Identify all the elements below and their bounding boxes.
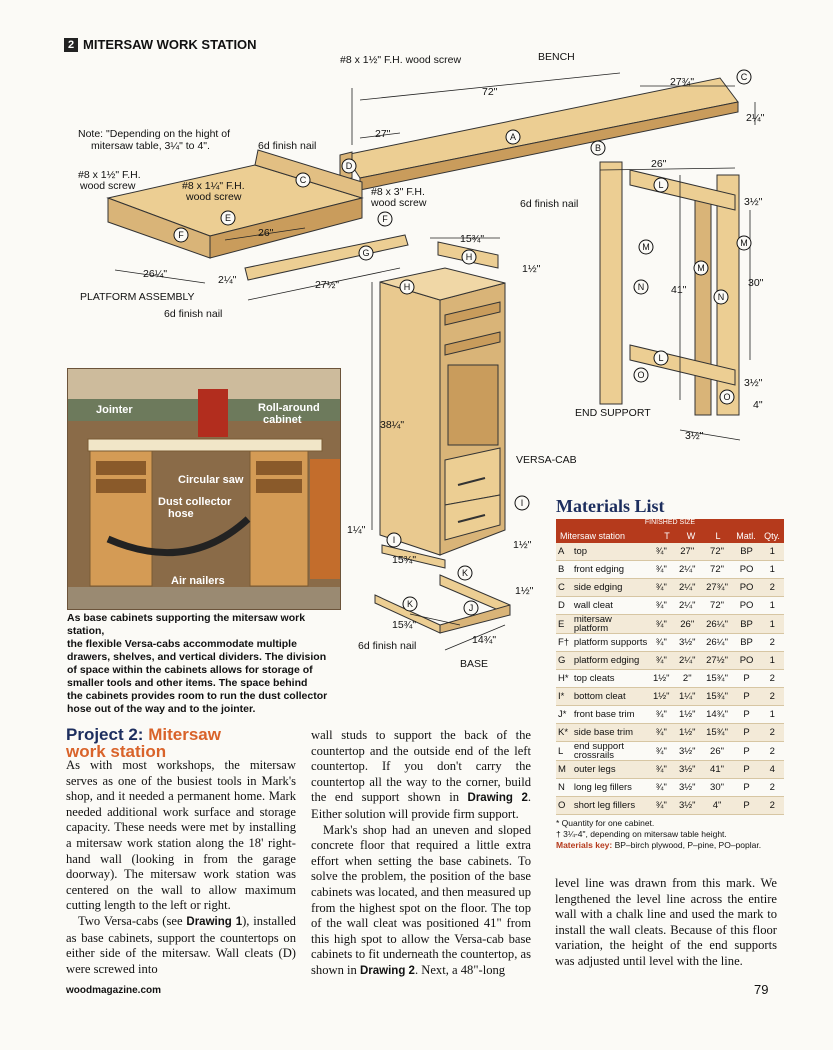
- cell-l: 15¾": [702, 724, 733, 742]
- cell-name: bottom cleat: [572, 688, 650, 706]
- materials-row: [556, 724, 784, 742]
- cell-name: short leg fillers: [572, 797, 650, 815]
- cell-name: top: [572, 543, 650, 561]
- cell-t: ¾": [650, 742, 673, 761]
- cell-l: 26": [702, 742, 733, 761]
- label-platform-assembly: PLATFORM ASSEMBLY: [80, 291, 195, 303]
- cell-matl: P: [733, 761, 761, 779]
- part-label-l-1: L: [658, 180, 664, 190]
- cell-qty: 2: [761, 724, 784, 742]
- title-project: Project 2:: [66, 725, 149, 744]
- part-label-h-2: H: [403, 282, 411, 292]
- cell-matl: PO: [733, 561, 761, 579]
- dim-4: 4": [753, 399, 763, 411]
- part-label-m-1: M: [642, 242, 650, 252]
- cell-qty: 2: [761, 579, 784, 597]
- dim-15-3q-top: 15¾": [460, 233, 485, 245]
- cell-t: ¾": [650, 761, 673, 779]
- dim-30: 30": [748, 277, 764, 289]
- part-label-c-bench: C: [740, 72, 748, 82]
- cell-qty: 2: [761, 634, 784, 652]
- cell-qty: 2: [761, 797, 784, 815]
- label-screw-left-1: #8 x 1½" F.H.: [78, 169, 141, 181]
- cell-qty: 1: [761, 652, 784, 670]
- materials-row: [556, 779, 784, 797]
- cell-name: end support crossrails: [572, 742, 650, 761]
- cell-t: ¾": [650, 597, 673, 615]
- part-label-b: B: [594, 143, 602, 153]
- text-column-1: [66, 758, 296, 977]
- paragraph: level line was drawn from this mark. We lengthened the level line across the entire wall with a chalk line and used the mark to install the wall cleats. Because of this floor variation, the height of the end supports was adjusted until level with the line.: [555, 876, 777, 968]
- cell-qty: 1: [761, 543, 784, 561]
- cell-qty: 1: [761, 706, 784, 724]
- dim-1-1h-base2: 1½": [515, 585, 534, 597]
- part-label-m-2: M: [697, 263, 705, 273]
- materials-row: [556, 561, 784, 579]
- caption-line: the flexible Versa-cabs accommodate multiple: [67, 638, 297, 650]
- cell-t: 1½": [650, 688, 673, 706]
- note-quantity: * Quantity for one cabinet.: [556, 818, 655, 828]
- cell-part: C: [556, 579, 572, 597]
- cell-t: ¾": [650, 634, 673, 652]
- cell-name: platform edging: [572, 652, 650, 670]
- header-station: Mitersaw station: [560, 530, 626, 541]
- dim-1-1h-base1: 1½": [513, 539, 532, 551]
- cell-name: outer legs: [572, 761, 650, 779]
- cell-matl: P: [733, 670, 761, 688]
- header-matl: Matl.: [736, 530, 756, 541]
- cell-part: J*: [556, 706, 572, 724]
- part-label-f-1: F: [178, 230, 184, 240]
- cell-w: 2¼": [673, 597, 702, 615]
- label-base: BASE: [460, 658, 489, 670]
- dim-26-end: 26": [651, 158, 667, 170]
- cell-matl: P: [733, 724, 761, 742]
- label-finish-nail-top: 6d finish nail: [258, 140, 317, 152]
- cell-w: 3½": [673, 779, 702, 797]
- cell-qty: 2: [761, 779, 784, 797]
- part-label-a: A: [509, 132, 517, 142]
- label-finish-nail-bench: 6d finish nail: [520, 198, 579, 210]
- materials-row: [556, 706, 784, 724]
- cell-t: ¾": [650, 579, 673, 597]
- drawing-note-line1: Note: "Depending on the hight of: [78, 128, 231, 140]
- cell-matl: BP: [733, 634, 761, 652]
- cell-l: 15¾": [702, 670, 733, 688]
- section-number: 2: [64, 38, 78, 52]
- cell-part: F†: [556, 634, 572, 652]
- part-label-i-2: I: [392, 535, 396, 545]
- materials-row: [556, 797, 784, 815]
- dim-41: 41": [671, 284, 687, 296]
- dim-1-1q: 1¼": [347, 524, 366, 536]
- cell-t: ¾": [650, 561, 673, 579]
- callout-rollaround-1: Roll-around: [258, 402, 320, 414]
- cell-name: long leg fillers: [572, 779, 650, 797]
- part-label-d: D: [345, 161, 353, 171]
- label-screw-mid-1: #8 x 1¼" F.H.: [182, 180, 245, 192]
- dim-27: 27": [375, 128, 391, 140]
- materials-header-row: [556, 528, 784, 543]
- cell-part: A: [556, 543, 572, 561]
- cell-part: D: [556, 597, 572, 615]
- cell-l: 14¾": [702, 706, 733, 724]
- article-title: [66, 726, 221, 760]
- caption-line: the cabinets provides room to run the dust collector: [67, 690, 328, 702]
- caption-line: drawers, shelves, and vertical dividers. The division: [67, 651, 327, 663]
- cell-w: 3½": [673, 634, 702, 652]
- callout-circular-saw: Circular saw: [178, 474, 244, 486]
- cell-part: E: [556, 615, 572, 634]
- materials-row: [556, 634, 784, 652]
- cell-qty: 2: [761, 742, 784, 761]
- cell-l: 4": [702, 797, 733, 815]
- paragraph: wall studs to support the back of the countertop and the outside end of the left countertop. If you don't carry the countertop all the way to the corner, build the end support shown in Drawing 2. Either solution will provide firm support.: [311, 728, 531, 821]
- header-qty: Qty.: [764, 530, 780, 541]
- cell-name: front edging: [572, 561, 650, 579]
- part-label-i-1: I: [520, 498, 524, 508]
- header-t: T: [664, 530, 670, 541]
- part-label-j: J: [468, 603, 474, 613]
- callout-air-nailers: Air nailers: [171, 575, 225, 587]
- dim-72: 72": [482, 86, 498, 98]
- cell-w: 1¼": [673, 688, 702, 706]
- materials-table: [556, 543, 784, 815]
- cell-l: 15¾": [702, 688, 733, 706]
- cell-w: 2": [673, 670, 702, 688]
- finished-size-header: FINISHED SIZE: [556, 519, 784, 528]
- cell-matl: P: [733, 797, 761, 815]
- cell-name: wall cleat: [572, 597, 650, 615]
- leg-filler: [695, 190, 711, 415]
- label-screw-3in-1: #8 x 3" F.H.: [371, 186, 425, 198]
- cell-w: 2¼": [673, 652, 702, 670]
- cell-matl: PO: [733, 652, 761, 670]
- callout-dust-1: Dust collector: [158, 496, 232, 508]
- cell-w: 3½": [673, 761, 702, 779]
- label-versacab: VERSA-CAB: [516, 454, 577, 466]
- cell-w: 3½": [673, 797, 702, 815]
- materials-title: Materials List: [556, 496, 665, 516]
- cell-t: 1½": [650, 670, 673, 688]
- part-label-n-2: N: [717, 292, 725, 302]
- cell-matl: P: [733, 742, 761, 761]
- section-title: MITERSAW WORK STATION: [83, 37, 257, 52]
- cell-t: ¾": [650, 615, 673, 634]
- cell-matl: P: [733, 779, 761, 797]
- cell-part: M: [556, 761, 572, 779]
- outer-leg-left: [600, 162, 622, 404]
- cell-t: ¾": [650, 543, 673, 561]
- cell-qty: 2: [761, 688, 784, 706]
- dim-14-3q: 14¾": [472, 634, 497, 646]
- caption-line: As base cabinets supporting the mitersaw work station,: [67, 612, 306, 637]
- dim-2-1q-platform: 2¼": [218, 274, 237, 286]
- materials-row: [556, 597, 784, 615]
- drawing-note-line2: mitersaw table, 3¼" to 4".: [91, 140, 210, 152]
- part-label-o-1: O: [637, 370, 645, 380]
- cell-w: 27": [673, 543, 702, 561]
- cell-matl: BP: [733, 615, 761, 634]
- dim-27-3q: 27¾": [670, 76, 695, 88]
- cell-part: K*: [556, 724, 572, 742]
- label-finish-nail-base: 6d finish nail: [358, 640, 417, 652]
- part-label-g: G: [362, 248, 370, 258]
- cell-l: 30": [702, 779, 733, 797]
- cell-matl: PO: [733, 579, 761, 597]
- label-screw-top: #8 x 1½" F.H. wood screw: [340, 54, 462, 66]
- cell-l: 72": [702, 597, 733, 615]
- dim-27-1h: 27½": [315, 279, 340, 291]
- cell-qty: 1: [761, 561, 784, 579]
- cell-matl: BP: [733, 543, 761, 561]
- dim-3-1h-c: 3½": [685, 430, 704, 442]
- cell-w: 2¼": [673, 579, 702, 597]
- cell-w: 2¼": [673, 561, 702, 579]
- dim-1-1h-top: 1½": [522, 263, 541, 275]
- dim-2-1q-top: 2¼": [746, 112, 765, 124]
- materials-row: [556, 761, 784, 779]
- text-column-3: [555, 876, 777, 970]
- materials-row: [556, 652, 784, 670]
- cell-matl: PO: [733, 597, 761, 615]
- materials-notes: [556, 818, 784, 851]
- part-label-o-2: O: [723, 392, 731, 402]
- caption-line: of space within the cabinets allows for storage of: [67, 664, 313, 676]
- cell-matl: P: [733, 688, 761, 706]
- cell-l: 72": [702, 543, 733, 561]
- cell-l: 27¾": [702, 579, 733, 597]
- cell-name: top cleats: [572, 670, 650, 688]
- title-mitersaw: Mitersaw: [148, 725, 221, 744]
- cell-t: ¾": [650, 724, 673, 742]
- cell-l: 26¼": [702, 634, 733, 652]
- label-screw-left-2: wood screw: [80, 180, 136, 192]
- cell-qty: 1: [761, 615, 784, 634]
- paragraph: As with most workshops, the mitersaw serves as one of the busiest tools in Mark's shop, and it needed a permanent home. Mark needed additional work surface and storage capacity. These needs were met by installing a mitersaw work station along the 18' right-hand wall (looking in from the garage doorway). The mitersaw work station was centered on the wall to allow maximum cutting length to the left or right.: [66, 758, 296, 913]
- cell-part: H*: [556, 670, 572, 688]
- cell-t: ¾": [650, 797, 673, 815]
- part-label-m-3: M: [740, 238, 748, 248]
- cell-name: side base trim: [572, 724, 650, 742]
- label-screw-3in-2: wood screw: [371, 197, 427, 209]
- cell-qty: 2: [761, 670, 784, 688]
- label-screw-mid-2: wood screw: [186, 191, 242, 203]
- title-work-station: work station: [66, 742, 167, 761]
- label-finish-nail-platform: 6d finish nail: [164, 308, 223, 320]
- dim-38-1q: 38¼": [380, 419, 405, 431]
- dim-3-1h-b: 3½": [744, 377, 763, 389]
- materials-row: [556, 615, 784, 634]
- text-column-2: [311, 728, 531, 980]
- page-number: 79: [754, 982, 769, 997]
- part-label-h-1: H: [465, 252, 473, 262]
- dim-26-1q: 26¼": [143, 268, 168, 280]
- footer-site: woodmagazine.com: [66, 985, 162, 996]
- label-bench: BENCH: [538, 51, 575, 63]
- cell-l: 41": [702, 761, 733, 779]
- callout-rollaround-2: cabinet: [263, 414, 302, 426]
- materials-key: Materials key: BP–birch plywood, P–pine, PO–poplar.: [556, 840, 762, 850]
- label-end-support: END SUPPORT: [575, 407, 651, 419]
- cell-name: side edging: [572, 579, 650, 597]
- part-label-e: E: [224, 213, 232, 223]
- materials-row: [556, 688, 784, 706]
- callout-jointer: Jointer: [96, 404, 133, 416]
- part-label-k-2: K: [406, 599, 414, 609]
- materials-row: [556, 742, 784, 761]
- cell-t: ¾": [650, 652, 673, 670]
- cell-part: L: [556, 742, 572, 761]
- cell-t: ¾": [650, 779, 673, 797]
- part-label-l-2: L: [658, 353, 664, 363]
- cell-name: mitersaw platform: [572, 615, 650, 634]
- materials-row: [556, 543, 784, 561]
- cell-l: 27½": [702, 652, 733, 670]
- cell-part: O: [556, 797, 572, 815]
- dim-15-3q-base1: 15¾": [392, 554, 417, 566]
- cell-part: N: [556, 779, 572, 797]
- header-l: L: [715, 530, 721, 541]
- materials-row: [556, 670, 784, 688]
- part-label-c-platform: C: [299, 175, 307, 185]
- dim-3-1h-a: 3½": [744, 196, 763, 208]
- shop-photo: [67, 368, 341, 610]
- callout-dust-2: hose: [168, 508, 194, 520]
- paragraph: Mark's shop had an uneven and sloped concrete floor that required a little extra effort when setting the base cabinets. To solve the problem, the position of the base cabinets was located, and then measured up from the highest spot on the floor. The top of the wall cleat was positioned 41" from this high spot to allow the Versa-cab base cabinets to fit underneath the countertop, as shown in Drawing 2. Next, a 48"-long: [311, 822, 531, 977]
- cell-part: G: [556, 652, 572, 670]
- paragraph: Two Versa-cabs (see Drawing 1), installed as base cabinets, support the countertops on either side of the mitersaw. Wall cleats (D) were screwed into: [66, 913, 296, 976]
- cell-name: platform supports: [572, 634, 650, 652]
- cell-name: front base trim: [572, 706, 650, 724]
- cell-qty: 4: [761, 761, 784, 779]
- cell-l: 26¼": [702, 615, 733, 634]
- note-table-height: † 3¼-4", depending on mitersaw table height.: [556, 829, 727, 839]
- cell-l: 72": [702, 561, 733, 579]
- bench-top: [345, 78, 738, 178]
- caption-line: hose out of the way and to the jointer.: [67, 703, 256, 715]
- cell-w: 26": [673, 615, 702, 634]
- dim-26-platform: 26": [258, 227, 274, 239]
- cell-part: I*: [556, 688, 572, 706]
- cell-w: 3½": [673, 742, 702, 761]
- cell-part: B: [556, 561, 572, 579]
- cell-matl: P: [733, 706, 761, 724]
- photo-caption: [67, 612, 343, 716]
- materials-row: [556, 579, 784, 597]
- header-w: W: [686, 530, 696, 541]
- cell-t: ¾": [650, 706, 673, 724]
- part-label-f-2: F: [382, 214, 388, 224]
- materials-list: [556, 496, 784, 851]
- dim-15-3q-base2: 15¾": [392, 619, 417, 631]
- cell-w: 1½": [673, 724, 702, 742]
- cell-w: 1½": [673, 706, 702, 724]
- cell-qty: 1: [761, 597, 784, 615]
- part-label-n-1: N: [637, 282, 645, 292]
- part-label-k-1: K: [461, 568, 469, 578]
- caption-line: smaller tools and other items. The space behind: [67, 677, 308, 689]
